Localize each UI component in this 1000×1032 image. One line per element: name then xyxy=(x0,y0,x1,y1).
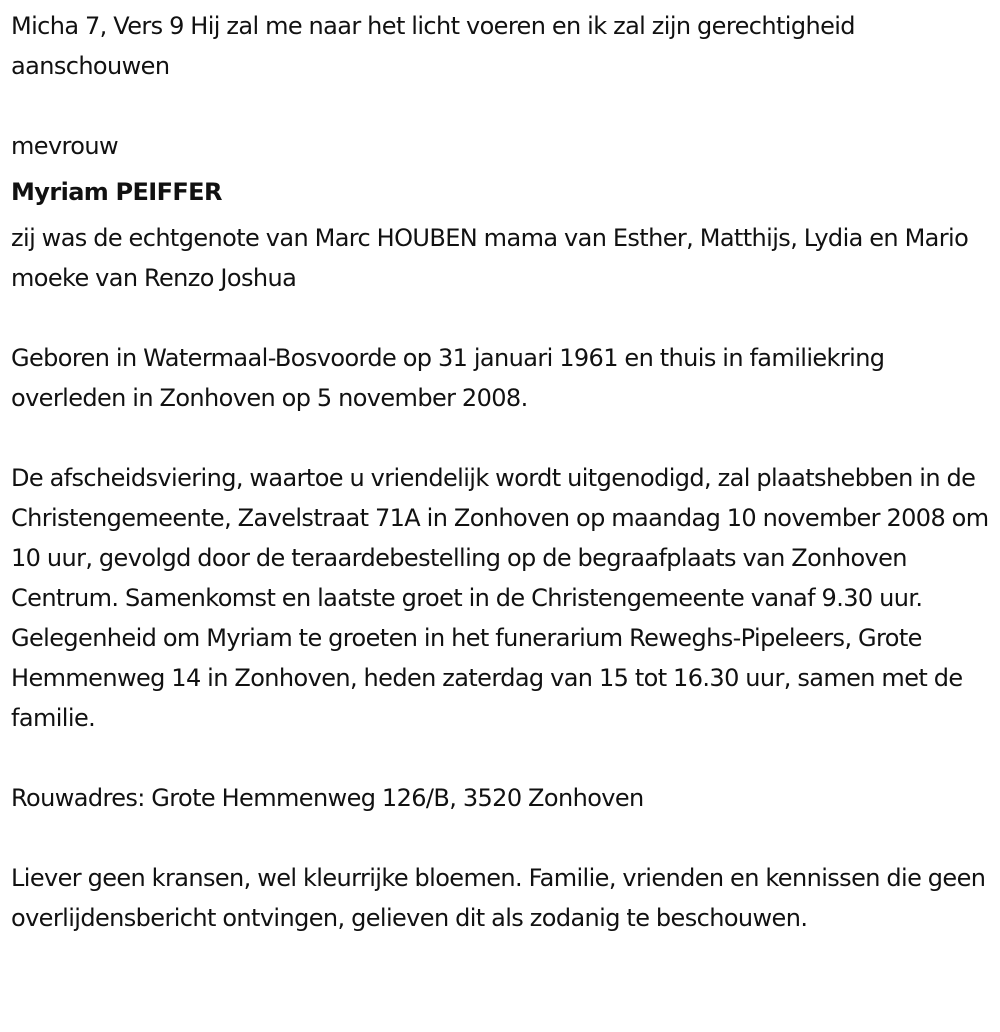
obituary-notice xyxy=(11,6,993,938)
flower-request: Liever geen kransen, wel kleurrijke bloemen. Familie, vrienden en kennissen die geen overlijdensbericht ontvingen, gelieven dit als zodanig te beschouwen. xyxy=(11,864,986,932)
mourning-address: Rouwadres: Grote Hemmenweg 126/B, 3520 Zonhoven xyxy=(11,784,644,812)
honorific: mevrouw xyxy=(11,132,119,160)
family-relations: zij was de echtgenote van Marc HOUBEN mama van Esther, Matthijs, Lydia en Mario moeke van Renzo Joshua xyxy=(11,224,969,292)
ceremony-info: De afscheidsviering, waartoe u vriendelijk wordt uitgenodigd, zal plaatshebben in de Christengemeente, Zavelstraat 71A in Zonhoven op maandag 10 november 2008 om 10 uur, gevolgd door de teraardebestelling op de begraafplaats van Zonhoven Centrum. Samenkomst en laatste groet in de Christengemeente vanaf 9.30 uur. Gelegenheid om Myriam te groeten in het funerarium Reweghs-Pipeleers, Grote Hemmenweg 14 in Zonhoven, heden zaterdag van 15 tot 16.30 uur, samen met de familie. xyxy=(11,464,989,732)
bible-verse: Micha 7, Vers 9 Hij zal me naar het licht voeren en ik zal zijn gerechtigheid aanschouwen xyxy=(11,12,855,80)
deceased-name: Myriam PEIFFER xyxy=(11,178,222,206)
birth-death-info: Geboren in Watermaal-Bosvoorde op 31 januari 1961 en thuis in familiekring overleden in Zonhoven op 5 november 2008. xyxy=(11,344,885,412)
